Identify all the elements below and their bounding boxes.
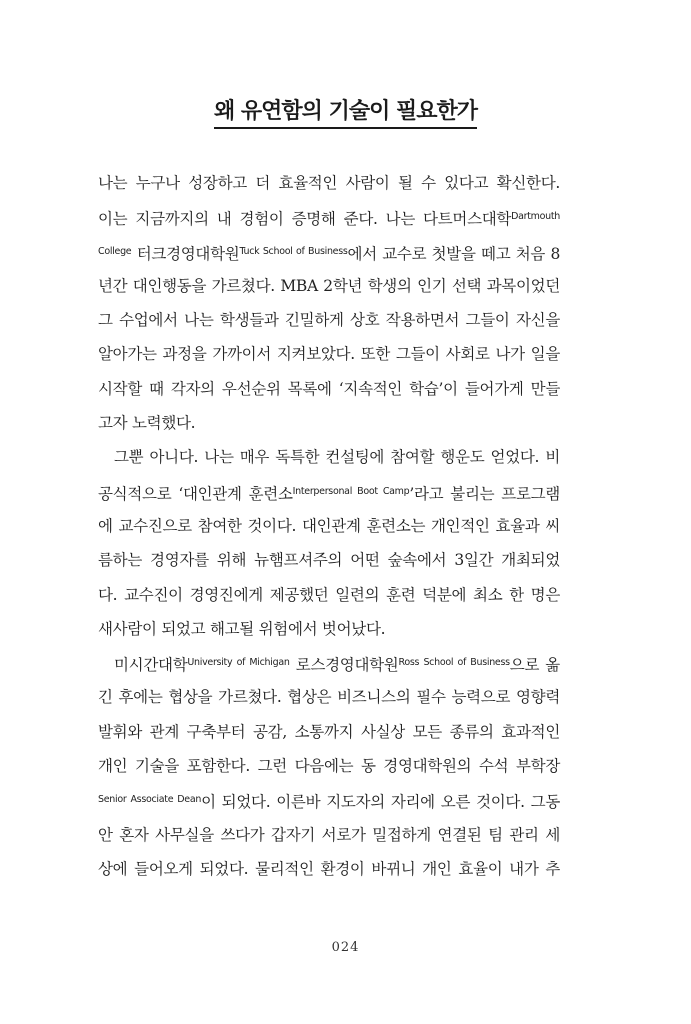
text-span: 긴 후에는 협상을 가르쳤다. 협상은 비즈니스의 필수 능력으로 영향력 (98, 688, 560, 707)
english-gloss: Ross School of Business (398, 657, 510, 669)
text-span: 시작할 때 각자의 우선순위 목록에 ‘지속적인 학습’이 들어가게 만들 (98, 379, 560, 398)
text-span: 다. 교수진이 경영진에게 제공했던 일련의 훈련 덕분에 최소 한 명은 (98, 585, 560, 604)
english-gloss: University of Michigan (187, 657, 290, 669)
text-line (98, 303, 560, 337)
text-span: 고자 노력했다. (98, 414, 196, 433)
text-span: 안 혼자 사무실을 쓰다가 갑자기 서로가 밀접하게 연결된 팀 관리 세 (98, 825, 560, 844)
text-line (98, 578, 560, 612)
body-text (98, 166, 560, 886)
section-title: 왜 유연함의 기술이 필요한가 (214, 94, 477, 129)
english-gloss: Senior Associate Dean (98, 794, 202, 806)
text-span: 공식적으로 ‘대인관계 훈련소 (98, 484, 293, 503)
text-span: 상에 들어오게 되었다. 물리적인 환경이 바뀌니 개인 효율이 내가 추 (98, 859, 560, 878)
text-line (98, 749, 560, 783)
text-line (98, 475, 560, 509)
english-gloss: Interpersonal Boot Camp (292, 485, 410, 497)
text-span: 이는 지금까지의 내 경험이 증명해 준다. 나는 다트머스대학 (98, 210, 512, 229)
text-span: 개인 기술을 포함한다. 그런 다음에는 동 경영대학원의 수석 부학장 (98, 757, 560, 776)
english-gloss: College (98, 245, 132, 257)
text-line (98, 166, 560, 200)
text-line (98, 269, 560, 303)
text-span: 로스경영대학원 (289, 656, 399, 675)
text-line (98, 646, 560, 680)
text-span: 름하는 경영자를 위해 뉴햄프셔주의 어떤 숲속에서 3일간 개최되었 (98, 551, 560, 570)
text-line (98, 852, 560, 886)
text-line (98, 406, 560, 440)
text-line (98, 235, 560, 269)
text-span: 으로 옮 (509, 656, 560, 675)
text-span: 에서 교수로 첫발을 떼고 처음 8 (347, 244, 561, 263)
english-gloss: Tuck School of Business (239, 245, 348, 257)
text-span: 터크경영대학원 (131, 244, 240, 263)
text-span: 발휘와 관계 구축부터 공감, 소통까지 사실상 모든 종류의 효과적인 (98, 722, 560, 741)
english-gloss: Dartmouth (511, 211, 560, 223)
text-line (98, 509, 560, 543)
text-span: 그뿐 아니다. 나는 매우 독특한 컨설팅에 참여할 행운도 얻었다. 비 (114, 448, 560, 467)
text-span: 년간 대인행동을 가르쳤다. MBA 2학년 학생의 인기 선택 과목이었던 (98, 276, 560, 295)
text-line (98, 818, 560, 852)
text-span: 에 교수진으로 참여한 것이다. 대인관계 훈련소는 개인적인 효율과 씨 (98, 516, 560, 535)
text-line (98, 680, 560, 714)
title-wrap (0, 94, 691, 129)
text-span: 알아가는 과정을 가까이서 지켜보았다. 또한 그들이 사회로 나가 일을 (98, 345, 560, 364)
text-line (98, 783, 560, 817)
text-span: ’라고 불리는 프로그램 (409, 484, 560, 503)
text-span: 이 되었다. 이른바 지도자의 자리에 오른 것이다. 그동 (201, 793, 560, 812)
text-line (98, 612, 560, 646)
text-span: 그 수업에서 나는 학생들과 긴밀하게 상호 작용하면서 그들이 자신을 (98, 311, 560, 330)
text-line (98, 715, 560, 749)
text-span: 나는 누구나 성장하고 더 효율적인 사람이 될 수 있다고 확신한다. (98, 174, 560, 192)
page-number: 024 (331, 940, 360, 955)
text-span: 미시간대학 (114, 656, 188, 675)
text-line (98, 337, 560, 371)
text-line (98, 200, 560, 234)
text-line (98, 372, 560, 406)
text-line (98, 440, 560, 474)
text-span: 새사람이 되었고 해고될 위험에서 벗어났다. (98, 619, 386, 638)
text-line (98, 543, 560, 577)
